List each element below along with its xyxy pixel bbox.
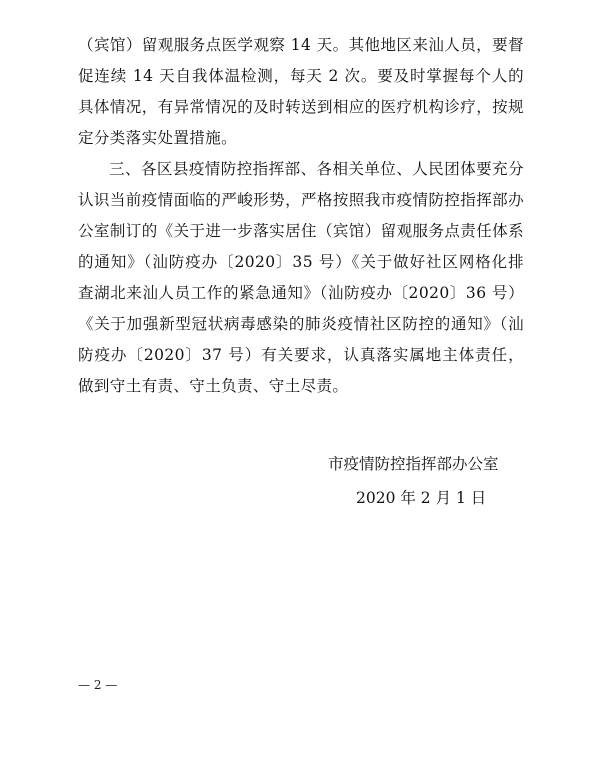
paragraph-continuation: （宾馆）留观服务点医学观察 14 天。其他地区来汕人员，要督促连续 14 天自我体温检测，每天 2 次。要及时掌握每个人的具体情况，有异常情况的及时转送到相应的医疗机构诊疗，按规定分类落实处置措施。 bbox=[78, 36, 524, 147]
page-number: — 2 — bbox=[78, 678, 118, 692]
paragraph-section-three: 三、各区县疫情防控指挥部、各相关单位、人民团体要充分认识当前疫情面临的严峻形势，严格按照我市疫情防控指挥部办公室制订的《关于进一步落实居住（宾馆）留观服务点责任体系的通知》（汕防疫办〔2020〕35 号）《关于做好社区网格化排查湖北来汕人员工作的紧急通知》（汕防疫办〔2020〕36 号）《关于加强新型冠状病毒感染的肺炎疫情社区防控的通知》（汕防疫办〔2020〕37 号）有关要求，认真落实属地主体责任，做到守土有责、守土负责、守土尽责。 bbox=[78, 160, 524, 395]
signature-date: 2020 年 2 月 1 日 bbox=[356, 489, 487, 507]
document-body bbox=[78, 30, 524, 402]
signature-organization: 市疫情防控指挥部办公室 bbox=[328, 455, 499, 473]
